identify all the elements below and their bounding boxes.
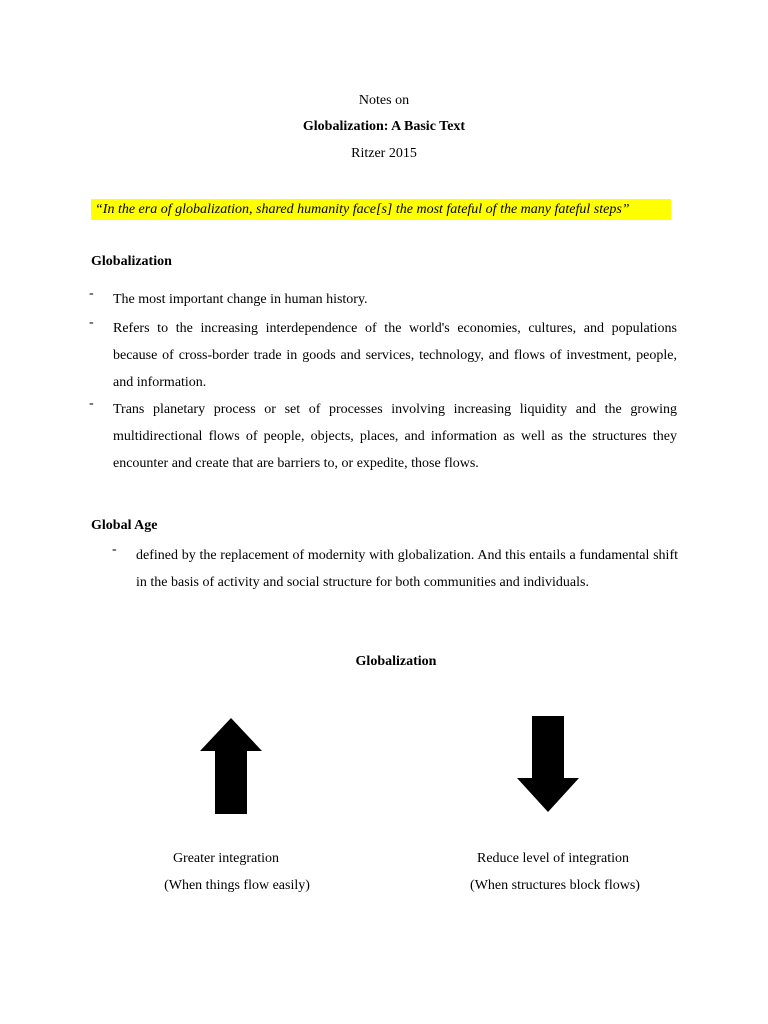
bullet-dash: - [89,286,94,301]
bullet-text: defined by the replacement of modernity with globalization. And this entails a fundamental shift in the basis of activity and social structure for both communities and individuals. [136,548,678,590]
bullet-text: Trans planetary process or set of processes involving increasing liquidity and the growing multidirectional flows of people, objects, places, and information as well as the structures they encounter and create that are barriers to, or expedite, those flows. [113,402,677,471]
left-caption-title: Greater integration [172,851,280,866]
document-author: Ritzer 2015 [351,146,417,161]
bullet-item [89,315,677,397]
right-caption-note: (When structures block flows) [470,878,640,893]
document-title: Globalization: A Basic Text [302,119,466,134]
arrow-up-icon [200,718,262,814]
bullet-dash: - [112,542,117,557]
bullet-dash: - [89,315,94,330]
bullet-item [112,542,678,624]
bullet-text: Refers to the increasing interdependence of the world's economies, cultures, and populations because of cross-border trade in goods and services, technology, and flows of investment, people, and information. [113,321,677,390]
left-caption-note: (When things flow easily) [164,878,310,893]
bullet-item [89,396,677,478]
diagram-title: Globalization [355,654,437,669]
right-caption-title: Reduce level of integration [477,851,629,866]
bullet-dash: - [89,396,94,411]
highlighted-quote: “In the era of globalization, shared humanity face[s] the most fateful of the many fateful steps” [91,199,671,220]
bullet-item [89,286,677,314]
arrow-down-icon [517,716,579,812]
section-heading-global-age: Global Age [91,518,158,533]
section-heading-globalization: Globalization [91,254,172,269]
notes-on-label: Notes on [358,93,410,108]
bullet-text: The most important change in human history. [113,292,368,307]
